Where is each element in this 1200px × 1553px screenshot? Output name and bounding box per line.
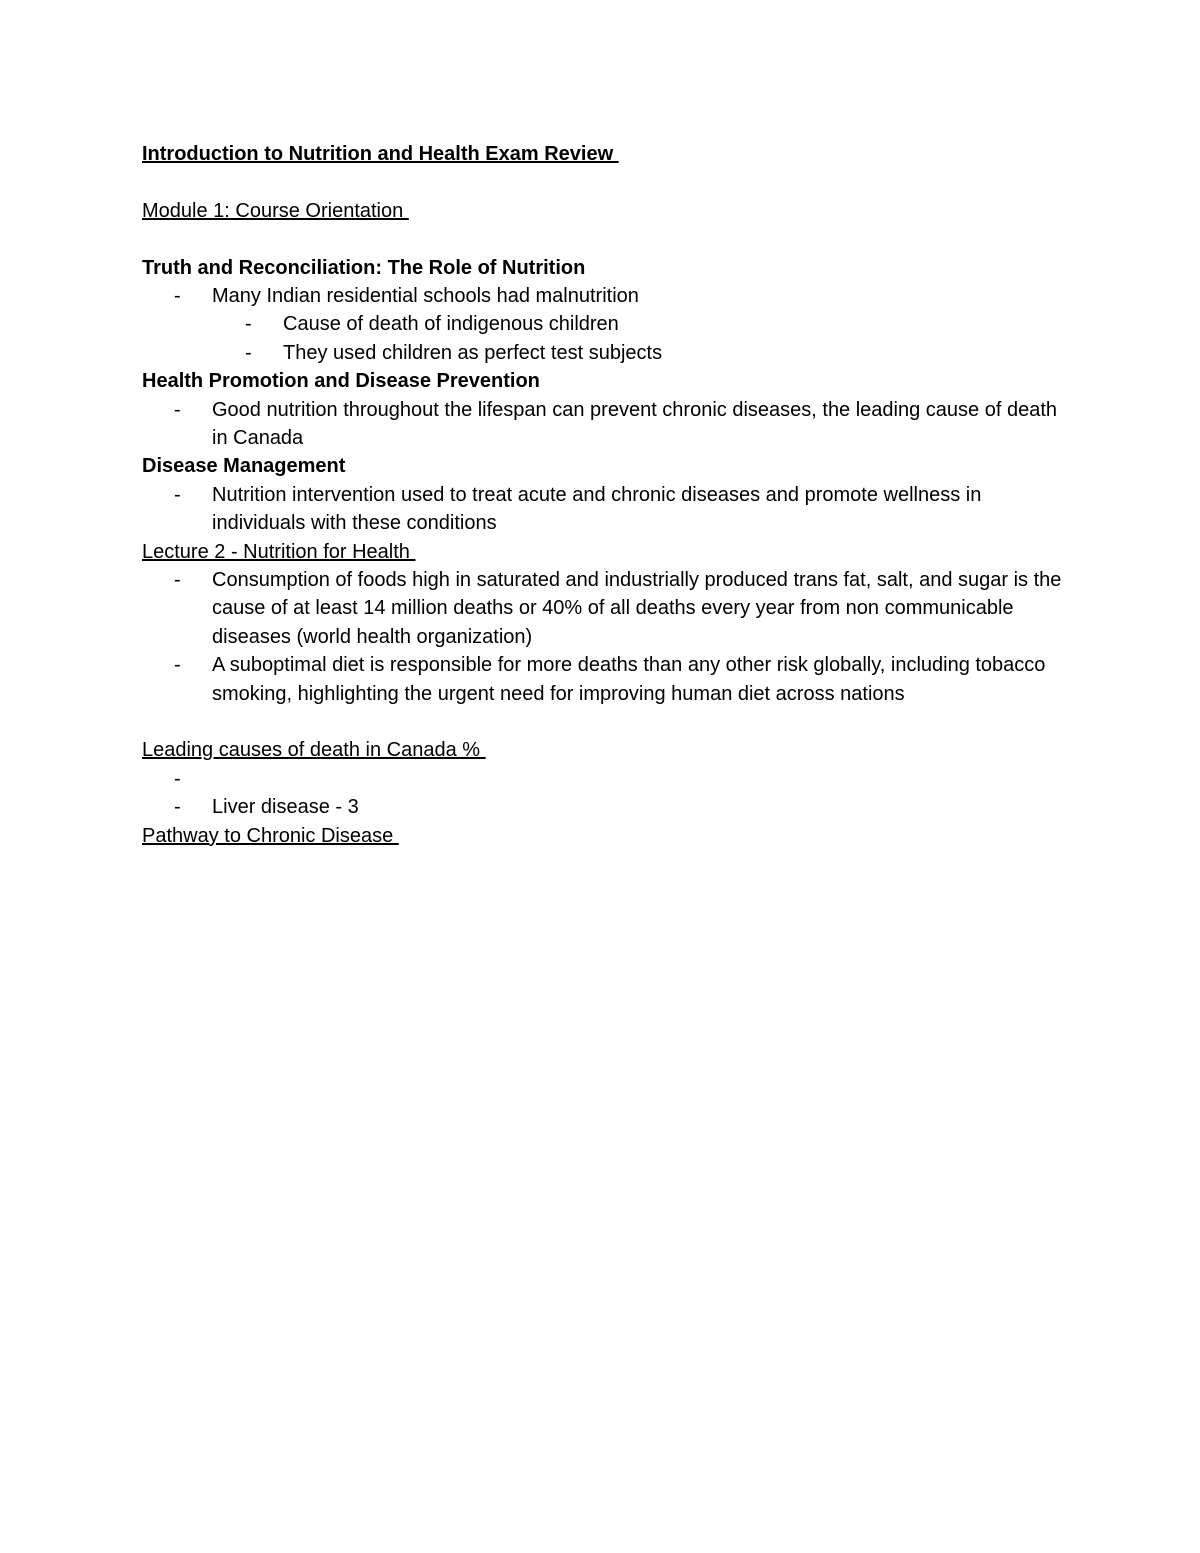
list-item-text: Consumption of foods high in saturated and industrially produced trans fat, salt, and sugar is the cause of at least 14 million deaths or 40% of all deaths every year from non communicable diseases (world health organization): [212, 569, 1062, 648]
list-item: [142, 651, 1062, 708]
document-title: Introduction to Nutrition and Health Exam Review: [142, 143, 619, 165]
module-1-heading: Module 1: Course Orientation: [142, 199, 409, 222]
leading-causes-heading: Leading causes of death in Canada %: [142, 739, 486, 762]
bullet-dash: -: [174, 398, 181, 421]
list-item-text: [212, 765, 1062, 793]
pathway-heading: Pathway to Chronic Disease: [142, 824, 399, 847]
document-page: [142, 140, 1062, 850]
bullet-dash: -: [174, 285, 181, 307]
lecture-2-heading: Lecture 2 - Nutrition for Health: [142, 540, 416, 563]
bullet-dash: -: [174, 767, 181, 790]
list-item-text: Many Indian residential schools had malnutrition: [212, 285, 639, 307]
truth-reconciliation-heading: Truth and Reconciliation: The Role of Nutrition: [142, 256, 586, 279]
list-item: [142, 566, 1062, 651]
list-item: [142, 282, 1062, 310]
list-item: [142, 481, 1062, 538]
list-item-text: A suboptimal diet is responsible for more deaths than any other risk globally, including tobacco smoking, highlighting the urgent need for improving human diet across nations: [212, 654, 1046, 705]
bullet-dash: -: [174, 569, 181, 592]
list-item: [142, 793, 1062, 821]
bullet-dash: -: [174, 796, 181, 819]
list-item-text: Good nutrition throughout the lifespan can prevent chronic diseases, the leading cause of death in Canada: [212, 398, 1058, 450]
list-item-text: Nutrition intervention used to treat acute and chronic diseases and promote wellness in individuals with these conditions: [212, 483, 982, 535]
bullet-dash: -: [245, 341, 252, 364]
blank-line: [142, 708, 1062, 736]
bullet-dash: -: [174, 654, 181, 677]
bullet-dash: -: [174, 483, 181, 506]
list-item-text: Cause of death of indigenous children: [283, 313, 619, 336]
list-item-text: Liver disease - 3: [212, 796, 359, 819]
list-item: [142, 765, 1062, 793]
list-item: [142, 310, 1062, 338]
list-item-text: They used children as perfect test subjects: [283, 341, 663, 364]
blank-line: [142, 168, 1062, 196]
bullet-dash: -: [245, 313, 252, 336]
health-promotion-heading: Health Promotion and Disease Prevention: [142, 370, 540, 393]
blank-line: [142, 225, 1062, 253]
list-item: [142, 396, 1062, 453]
disease-management-heading: Disease Management: [142, 455, 346, 478]
list-item: [142, 339, 1062, 367]
